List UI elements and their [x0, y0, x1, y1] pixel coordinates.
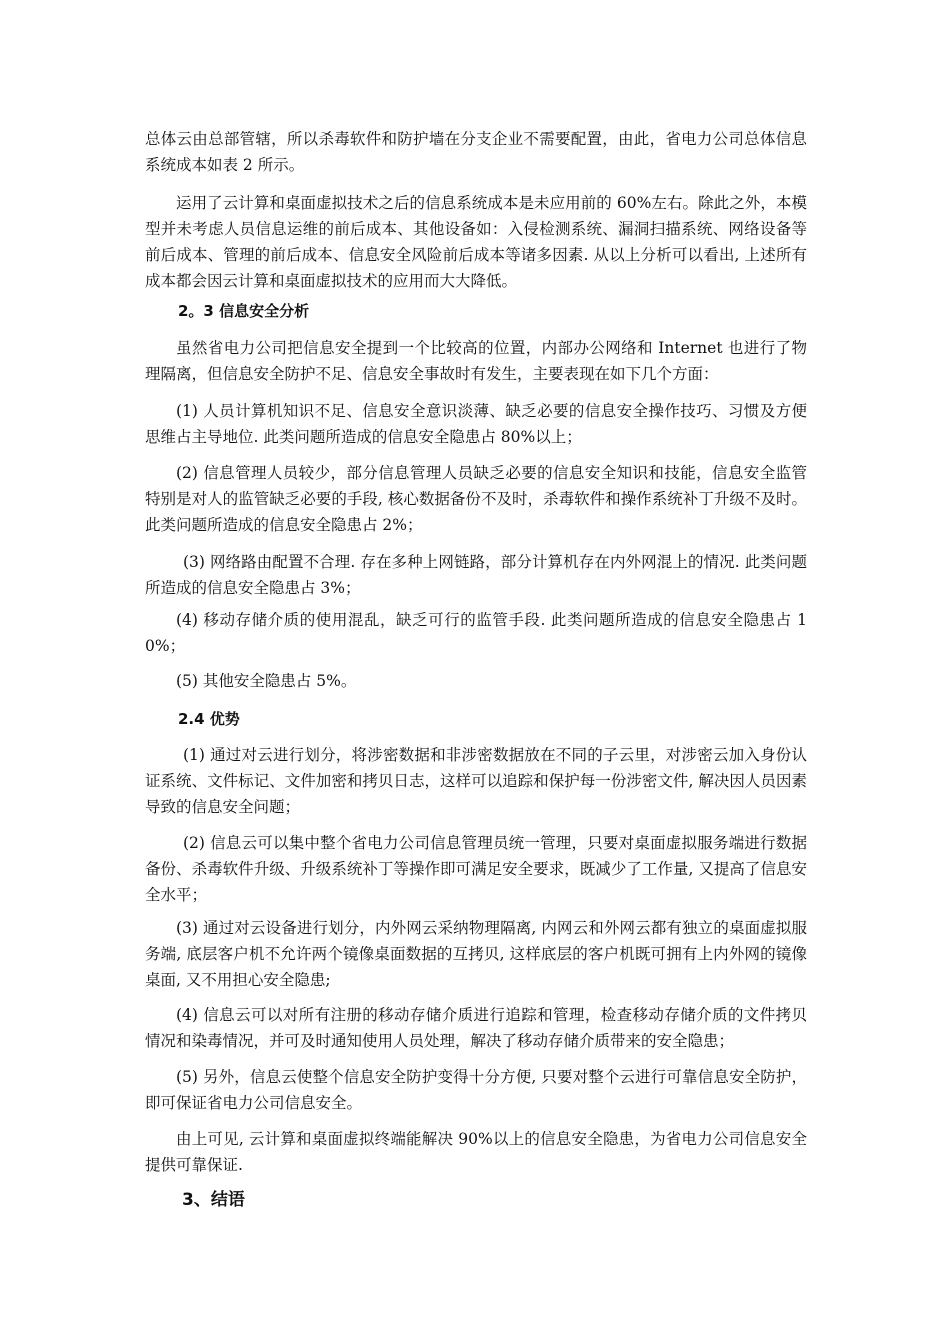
paragraph-risk-4: (4) 移动存储介质的使用混乱，缺乏可行的监管手段. 此类问题所造成的信息安全隐患占 10%； [145, 611, 807, 655]
section-heading-2-3: 2。3 信息安全分析 [178, 302, 310, 320]
paragraph-advantage-5: (5) 另外，信息云使整个信息安全防护变得十分方便, 只要对整个云进行可靠信息安全防护，即可保证省电力公司信息安全。 [145, 1068, 807, 1112]
paragraph-advantage-4: (4) 信息云可以对所有注册的移动存储介质进行追踪和管理，检查移动存储介质的文件拷贝情况和染毒情况，并可及时通知使用人员处理，解决了移动存储介质带来的安全隐患； [145, 1006, 807, 1050]
paragraph-advantage-1: (1) 通过对云进行划分，将涉密数据和非涉密数据放在不同的子云里，对涉密云加入身份认证系统、文件标记、文件加密和拷贝日志，这样可以追踪和保护每一份涉密文件, 解决因人员因素导致的信息安全问题； [145, 746, 807, 816]
paragraph-risk-3: (3) 网络路由配置不合理. 存在多种上网链路，部分计算机存在内外网混上的情况. 此类问题所造成的信息安全隐患占 3%； [145, 553, 807, 597]
paragraph-cost-analysis: 运用了云计算和桌面虚拟技术之后的信息系统成本是未应用前的 60%左右。除此之外，本模型并未考虑人员信息运维的前后成本、其他设备如：入侵检测系统、漏洞扫描系统、网络设备等前后成本、管理的前后成本、信息安全风险前后成本等诸多因素. 从以上分析可以看出, 上述所有成本都会因云计算和桌面虚拟技术的应用而大大降低。 [145, 194, 807, 290]
section-heading-3: 3、结语 [182, 1190, 245, 1210]
paragraph-security-intro: 虽然省电力公司把信息安全提到一个比较高的位置，内部办公网络和 Internet 也进行了物理隔离，但信息安全防护不足、信息安全事故时有发生，主要表现在如下几个方面： [145, 339, 807, 383]
paragraph-risk-5: (5) 其他安全隐患占 5%。 [176, 672, 357, 690]
paragraph-advantage-2: (2) 信息云可以集中整个省电力公司信息管理员统一管理，只要对桌面虚拟服务端进行数据备份、杀毒软件升级、升级系统补丁等操作即可满足安全要求，既减少了工作量, 又提高了信息安全水平； [145, 834, 807, 904]
paragraph-cost-intro: 总体云由总部管辖，所以杀毒软件和防护墙在分支企业不需要配置，由此，省电力公司总体信息系统成本如表 2 所示。 [145, 130, 807, 174]
paragraph-risk-1: (1) 人员计算机知识不足、信息安全意识淡薄、缺乏必要的信息安全操作技巧、习惯及方便思维占主导地位. 此类问题所造成的信息安全隐患占 80%以上； [145, 402, 807, 446]
paragraph-conclusion-summary: 由上可见, 云计算和桌面虚拟终端能解决 90%以上的信息安全隐患，为省电力公司信息安全提供可靠保证. [145, 1130, 807, 1174]
paragraph-advantage-3: (3) 通过对云设备进行划分，内外网云采纳物理隔离, 内网云和外网云都有独立的桌面虚拟服务端, 底层客户机不允许两个镜像桌面数据的互拷贝, 这样底层的客户机既可拥有上内外网的镜像桌面, 又不用担心安全隐患; [145, 919, 807, 989]
section-heading-2-4: 2.4 优势 [178, 710, 240, 728]
paragraph-risk-2: (2) 信息管理人员较少，部分信息管理人员缺乏必要的信息安全知识和技能，信息安全监管特别是对人的监管缺乏必要的手段, 核心数据备份不及时，杀毒软件和操作系统补丁升级不及时。此类问题所造成的信息安全隐患占 2%； [145, 464, 807, 534]
